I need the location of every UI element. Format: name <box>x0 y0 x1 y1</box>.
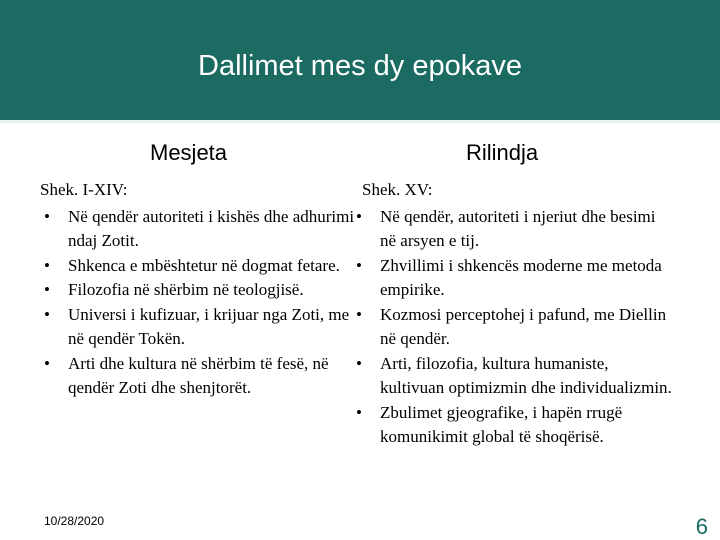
left-column-lead: Shek. I-XIV: <box>40 180 128 199</box>
page-number: 6 <box>695 514 708 539</box>
list-item: • Shkenca e mbështetur në dogmat fetare. <box>40 254 358 279</box>
list-item: • Zhvillimi i shkencës moderne me metoda empirike. <box>352 254 674 303</box>
title-divider <box>0 120 720 123</box>
list-item: • Në qendër, autoriteti i njeriut dhe besimi në arsyen e tij. <box>352 205 674 254</box>
slide-date: 10/28/2020 <box>44 514 105 528</box>
list-item: • Zbulimet gjeografike, i hapën rrugë komunikimit global të shoqërisë. <box>352 401 674 450</box>
left-bullet-list <box>40 205 358 401</box>
left-column-heading: Mesjeta <box>150 140 228 165</box>
list-item: • Në qendër autoriteti i kishës dhe adhurimi ndaj Zotit. <box>40 205 358 254</box>
list-item: • Arti dhe kultura në shërbim të fesë, në qendër Zoti dhe shenjtorët. <box>40 352 358 401</box>
left-column <box>40 178 358 401</box>
right-bullet-list <box>352 205 674 450</box>
list-item: • Universi i kufizuar, i krijuar nga Zoti, me në qendër Tokën. <box>40 303 358 352</box>
list-item: • Kozmosi perceptohej i pafund, me Diellin në qendër. <box>352 303 674 352</box>
list-item: • Filozofia në shërbim në teologjisë. <box>40 278 358 303</box>
list-item: • Arti, filozofia, kultura humaniste, kultivuan optimizmin dhe individualizmin. <box>352 352 674 401</box>
right-column-heading: Rilindja <box>466 140 539 165</box>
right-column <box>352 178 674 450</box>
slide-title: Dallimet mes dy epokave <box>198 50 522 82</box>
right-column-lead: Shek. XV: <box>362 180 433 199</box>
